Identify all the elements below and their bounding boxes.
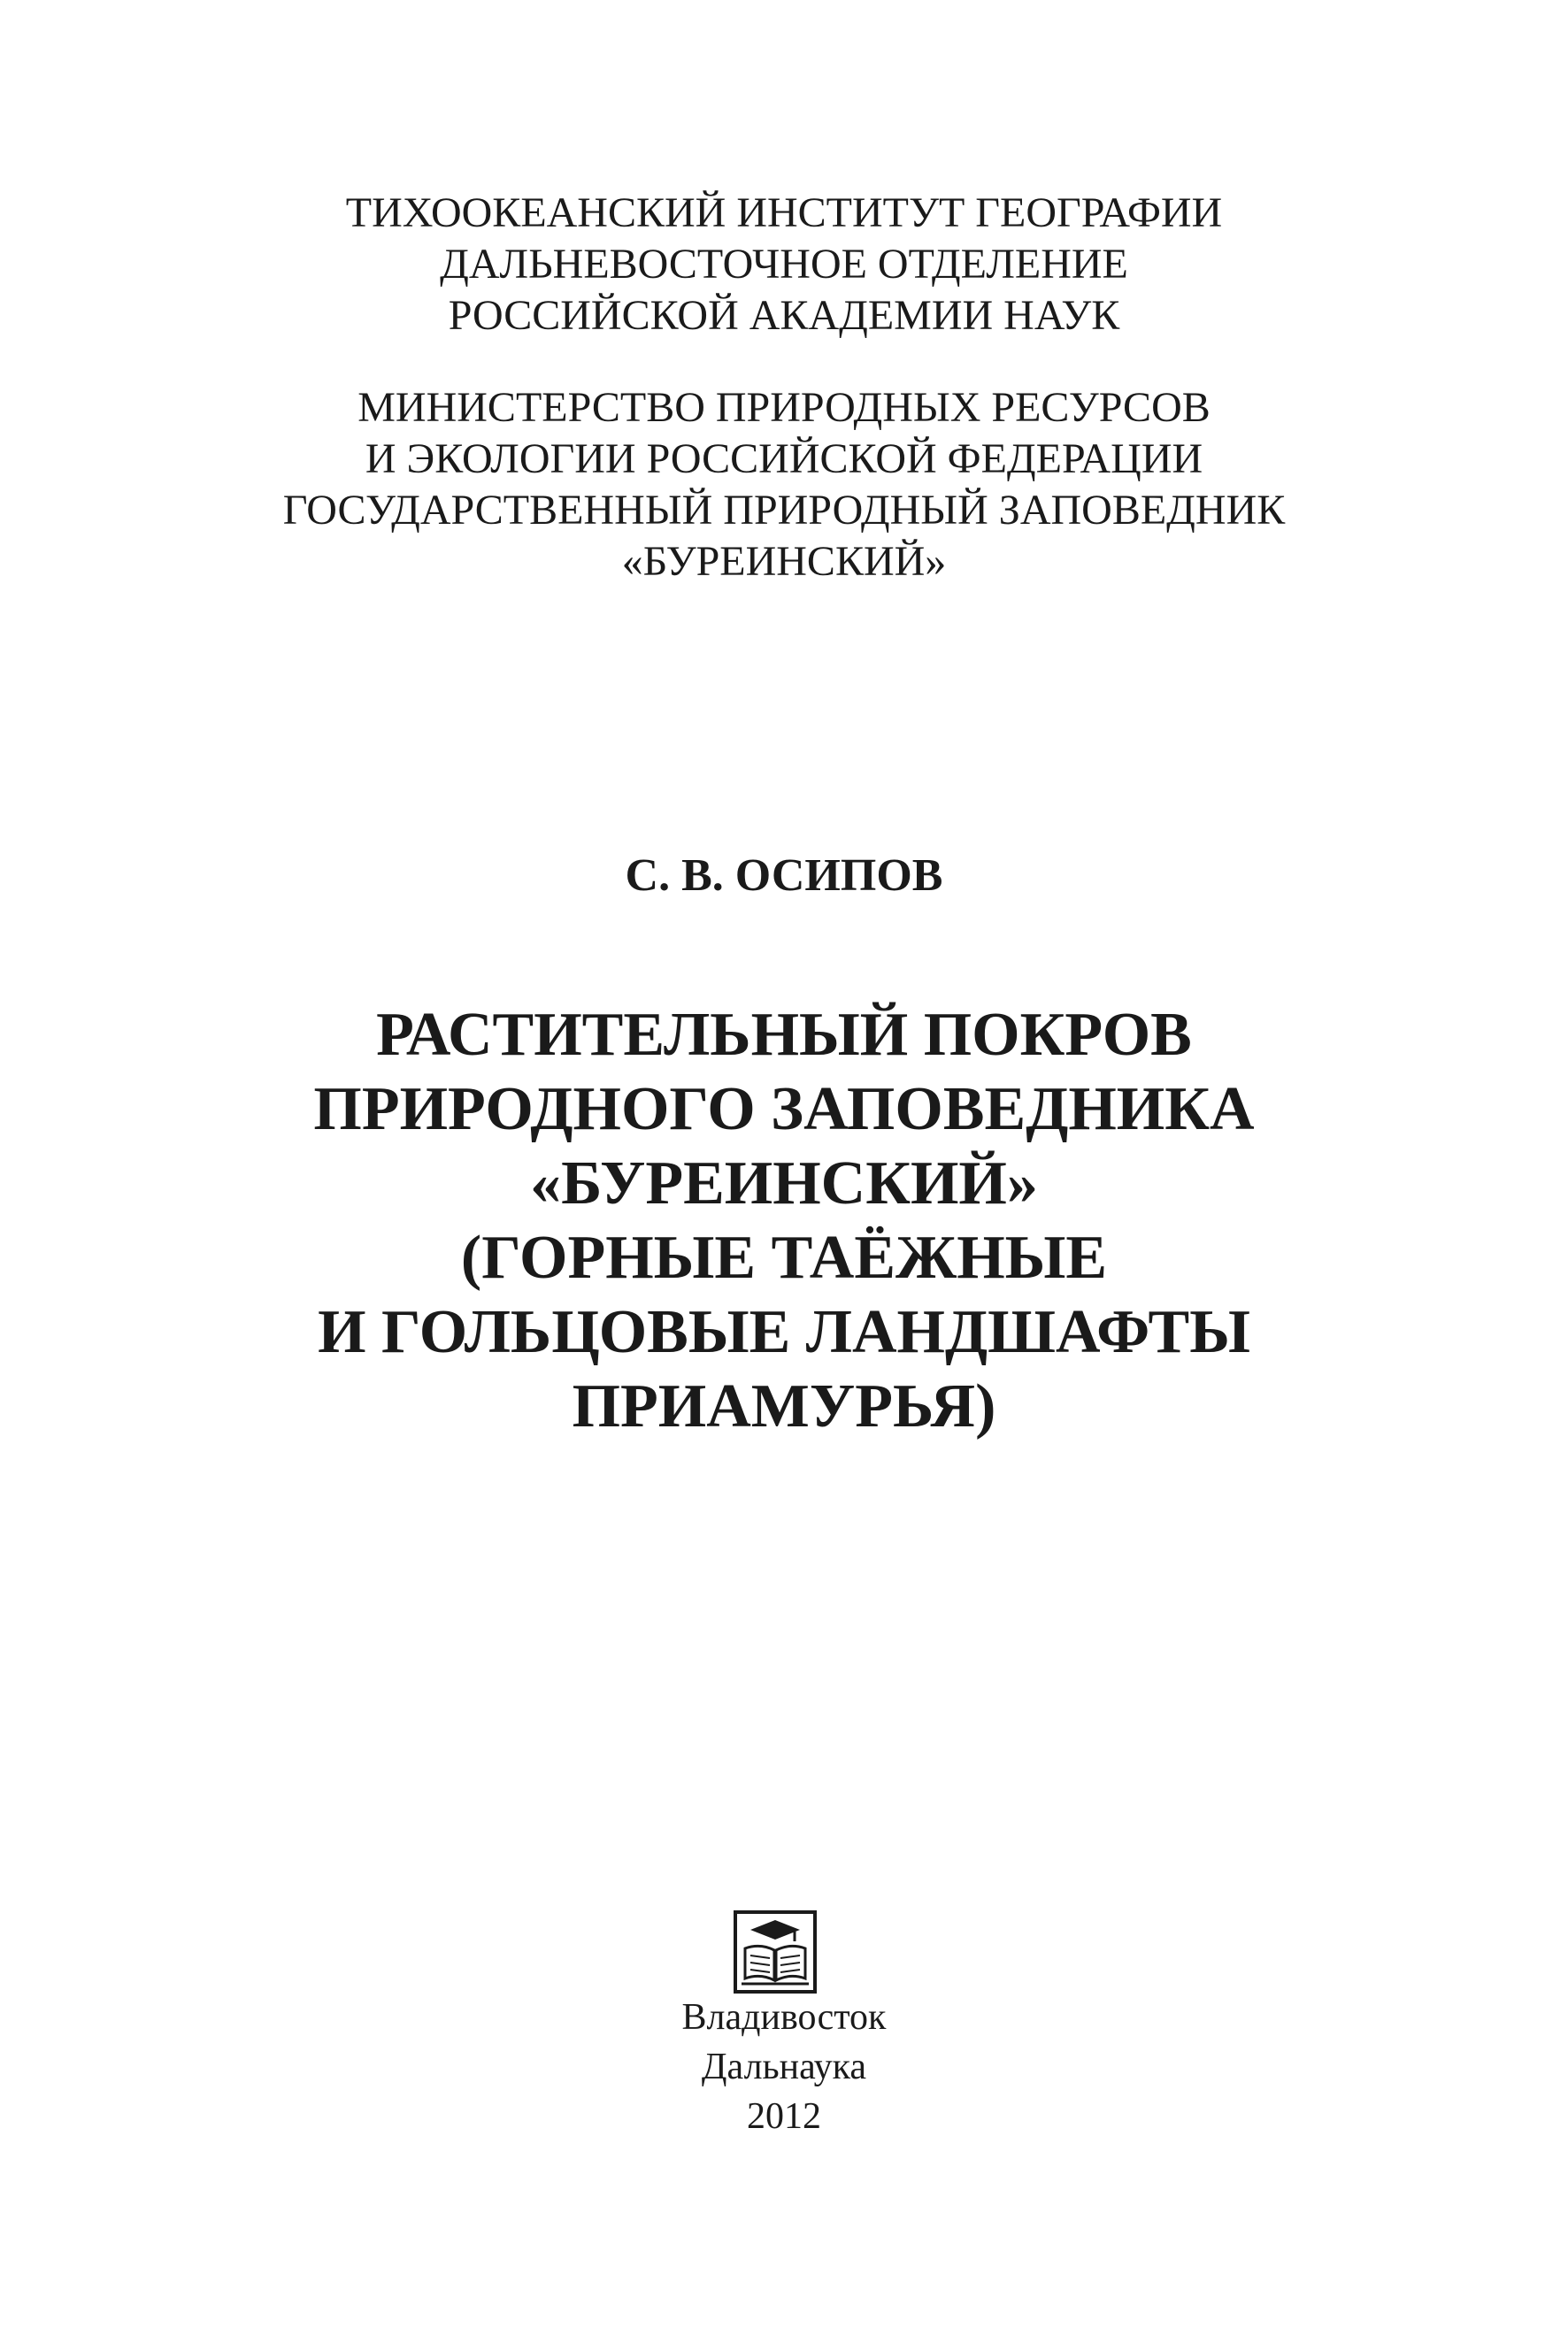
ministry-line: ГОСУДАРСТВЕННЫЙ ПРИРОДНЫЙ ЗАПОВЕДНИК: [282, 487, 1286, 534]
book-title: [0, 998, 1568, 1444]
institution-heading: [0, 188, 1568, 342]
title-line: (ГОРНЫЕ ТАЁЖНЫЕ: [460, 1224, 1108, 1292]
imprint-publisher: Дальнаука: [701, 2047, 867, 2087]
title-line: ПРИАМУРЬЯ): [572, 1372, 996, 1441]
ministry-line: МИНИСТЕРСТВО ПРИРОДНЫХ РЕСУРСОВ: [357, 384, 1211, 431]
ministry-heading: [0, 382, 1568, 588]
author-name: С. В. ОСИПОВ: [625, 850, 943, 901]
ministry-line: «БУРЕИНСКИЙ»: [621, 538, 947, 585]
imprint-city: Владивосток: [681, 1997, 887, 2038]
ministry-line: И ЭКОЛОГИИ РОССИЙСКОЙ ФЕДЕРАЦИИ: [365, 435, 1203, 482]
institution-line: ДАЛЬНЕВОСТОЧНОЕ ОТДЕЛЕНИЕ: [440, 241, 1128, 288]
imprint: [0, 1993, 1568, 2141]
title-line: РАСТИТЕЛЬНЫЙ ПОКРОВ: [376, 1001, 1192, 1069]
institution-line: ТИХООКЕАНСКИЙ ИНСТИТУТ ГЕОГРАФИИ: [345, 189, 1223, 236]
title-line: ПРИРОДНОГО ЗАПОВЕДНИКА: [313, 1075, 1255, 1143]
publisher-book-logo-icon: [733, 1909, 818, 1994]
institution-line: РОССИЙСКОЙ АКАДЕМИИ НАУК: [448, 292, 1120, 339]
title-line: «БУРЕИНСКИЙ»: [530, 1149, 1038, 1218]
imprint-year: 2012: [747, 2096, 821, 2137]
title-line: И ГОЛЬЦОВЫЕ ЛАНДШАФТЫ: [318, 1298, 1250, 1366]
